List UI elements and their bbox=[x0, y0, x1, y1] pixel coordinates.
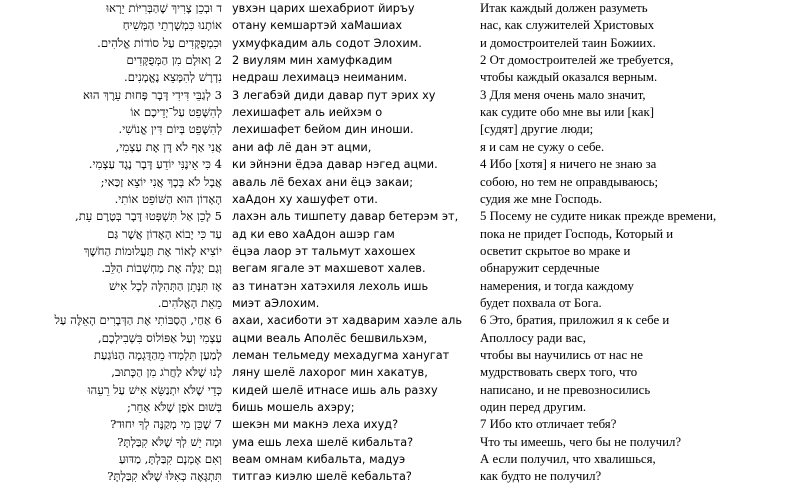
transliteration-line: лахэн аль тишпету давар бетерэм эт, bbox=[232, 210, 459, 224]
transliteration-line: хаАдон ху хашуфет оти. bbox=[232, 192, 378, 206]
transliteration-line: ёцэа лаор эт тальмут хахошех bbox=[232, 244, 416, 258]
hebrew-line: וּכִמְפֻקָּדִים עַל סוֹדוֹת אֱלֹהִים. bbox=[97, 35, 222, 50]
russian-line: Что ты имеешь, чего бы не получил? bbox=[480, 434, 682, 449]
transliteration-line: 3 легабэй диди давар пут эрих ху bbox=[232, 88, 436, 102]
transliteration-line: титгаэ киэлю шелё кебальта? bbox=[232, 470, 412, 484]
hebrew-line: 6 אַחַי, הֶסַבּוֹתִי אֶת הַדְּבָרִים הָאֵלֶּה עַל bbox=[54, 313, 222, 328]
russian-line: и домостроителей таин Божиих. bbox=[480, 35, 656, 50]
hebrew-line: וְגַם יְגַלֶּה אֶת מַחְשְׁבוֹת הַלֵּב. bbox=[101, 261, 222, 276]
russian-line: нас, как служителей Христовых bbox=[480, 18, 655, 33]
transliteration-line: ацми веаль Аполёс бешвильхэм, bbox=[232, 331, 428, 345]
transliteration-line: недраш лехимацэ неиманим. bbox=[232, 71, 408, 85]
russian-line: [судят] другие люди; bbox=[480, 122, 594, 137]
hebrew-line: בְּשׁוּם אֹפֶן שֶׁלֹּא אַחֵר; bbox=[126, 400, 222, 415]
hebrew-line: וּמָה יֵשׁ לְךָ שֶׁלֹּא קִבַּלְתָּ? bbox=[117, 434, 222, 449]
russian-line: обнаружит сердечные bbox=[480, 261, 600, 276]
hebrew-line: 3 לְגַבֵּי דִּידִי דָּבָר פָּחוּת עֵרֶךְ הוּא bbox=[83, 87, 222, 102]
transliteration-line: ани аф лё дан эт ацми, bbox=[232, 140, 372, 154]
russian-line: пока не придет Господь, Который и bbox=[480, 226, 674, 241]
russian-line: 3 Для меня очень мало значит, bbox=[480, 87, 646, 102]
hebrew-line: נִדְרָשׁ לְהִמָּצֵא נֶאֱמָנִים. bbox=[124, 70, 222, 85]
transliteration-line: кидей шелё итнасе ишь аль разху bbox=[232, 383, 438, 397]
hebrew-line: מֵאֵת הָאֱלֹהִים. bbox=[157, 295, 222, 310]
russian-line: собою, но тем не оправдываюсь; bbox=[480, 174, 659, 189]
hebrew-line: אֲבָל לֹא בְּכָךְ אֲנִי יוֹצֵא זַכַּאי; bbox=[100, 174, 222, 189]
hebrew-line: יוֹצִיא לָאוֹר אֶת תַּעֲלוּמוֹת הַחֹשֶׁךְ bbox=[83, 243, 222, 258]
russian-line: мудрствовать сверх того, что bbox=[480, 365, 638, 380]
russian-line: 5 Посему не судите никак прежде времени, bbox=[480, 209, 717, 224]
transliteration-line: шекэн ми макнэ леха ихуд? bbox=[232, 418, 399, 432]
transliteration-line: веам омнам кибальта, мадуэ bbox=[232, 453, 406, 467]
hebrew-line: 7 שֶׁכֵּן מִי מְקַנֶּה לְךָ יִחוּד? bbox=[110, 417, 222, 432]
hebrew-line: 2 וְאוּלָם מִן הַמְּפֻקָּדִים bbox=[126, 53, 222, 68]
transliteration-line: ума ешь леха шелё кибальта? bbox=[232, 435, 414, 449]
transliteration-line: леман тельмеду мехадугма ханугат bbox=[232, 349, 450, 362]
hebrew-line: לְהִשָּׁפֵט בְּיוֹם דִּין אֱנוֹשִׁי. bbox=[118, 122, 222, 137]
russian-line: я и сам не сужу о себе. bbox=[480, 139, 605, 154]
hebrew-line: לְהִשָּׁפֵט עַל־יְדֵיכֶם אוֹ bbox=[130, 105, 222, 120]
russian-line: 7 Ибо кто отличает тебя? bbox=[480, 417, 617, 432]
russian-line: чтобы вы научились от нас не bbox=[480, 348, 643, 362]
hebrew-line: 5 לָכֵן אַל תִּשְׁפְּטוּ דָּבָר בְּטֶרֶם עֵת, bbox=[75, 209, 222, 224]
hebrew-line: לְמַעַן תִּלְמְדוּ מֵהַדֻּגְמָה הַנּוֹגַעַת bbox=[93, 348, 222, 362]
hebrew-line: 4 כִּי אֵינֶנִּי יוֹדֵעַ דָּבָר נֶגֶד עַצְמִי. bbox=[88, 157, 222, 172]
russian-line: будет похвала от Бога. bbox=[480, 295, 602, 310]
transliteration-line: вегам ягале эт махшевот халев. bbox=[232, 262, 426, 276]
russian-line: один перед другим. bbox=[480, 400, 587, 415]
transliteration-line: лехишафет бейом дин иноши. bbox=[232, 123, 414, 137]
transliteration-line: увхэн царих шехабриот йиръу bbox=[232, 2, 415, 15]
russian-line: намерения, и тогда каждому bbox=[480, 278, 634, 293]
transliteration-line: миэт аЭлохим. bbox=[232, 296, 320, 310]
hebrew-line: כְּדֵי שֶׁלֹּא יִתְנַשֵּׂא אִישׁ עַל רֵעֵהוּ bbox=[87, 382, 222, 397]
hebrew-line: לָנוּ שֶׁלֹּא לַחֲרֹג מִן הַכָּתוּב, bbox=[111, 365, 222, 380]
hebrew-line: תִּתְגָּאֶה כְּאִלּוּ שֶׁלֹּא קִבַּלְתָּ? bbox=[107, 469, 222, 484]
transliteration-line: ахаи, хасиботи эт хадварим хаэле аль bbox=[232, 314, 462, 328]
russian-line: осветит скрытое во мраке и bbox=[480, 243, 631, 258]
russian-line: А если получил, что хвалишься, bbox=[480, 452, 656, 467]
russian-line: судия же мне Господь. bbox=[480, 191, 603, 206]
russian-line: написано, и не превозносились bbox=[480, 382, 651, 397]
transliteration-line: ухмуфкадим аль содот Элохим. bbox=[232, 36, 422, 50]
russian-line: Итак каждый должен разуметь bbox=[480, 1, 648, 15]
transliteration-line: аз тинатэн хатэхиля лехоль ишь bbox=[232, 279, 429, 293]
hebrew-line: ד וּבְכֵן צָרִיךְ שֶׁהַבְּרִיּוֹת יֵרָאוּ bbox=[106, 1, 222, 15]
hebrew-line: עַצְמִי וְעַל אַפּוֹלוֹס בִּשְׁבִילְכֶם, bbox=[98, 330, 222, 345]
transliteration-line: аваль лё бехах ани ёцэ закаи; bbox=[232, 175, 414, 189]
hebrew-line: אֲנִי אַף לֹא דָּן אֶת עַצְמִי, bbox=[115, 139, 222, 154]
russian-line: 4 Ибо [хотя] я ничего не знаю за bbox=[480, 157, 657, 172]
russian-line: 6 Это, братия, приложил я к себе и bbox=[480, 313, 670, 328]
hebrew-line: הָאָדוֹן הוּא הַשּׁוֹפֵט אוֹתִי. bbox=[114, 191, 222, 206]
russian-line: как будто не получил? bbox=[480, 469, 602, 484]
transliteration-line: ки эйнэни ёдэа давар нэгед ацми. bbox=[232, 158, 438, 172]
russian-line: как судите обо мне вы или [как] bbox=[480, 105, 654, 120]
transliteration-line: отану кемшартэй хаМашиах bbox=[232, 19, 403, 33]
transliteration-line: бишь мошель ахэру; bbox=[232, 401, 355, 415]
hebrew-line: וְאִם אָמְנָם קִבַּלְתָּ, מַדּוּעַ bbox=[119, 452, 222, 467]
hebrew-line: אוֹתָנוּ כִּמְשָׁרְתֵי הַמָּשִׁיחַ bbox=[122, 18, 222, 33]
transliteration-line: лехишафет аль иейхэм о bbox=[232, 106, 383, 120]
russian-line: чтобы каждый оказался верным. bbox=[480, 70, 658, 85]
transliteration-line: ляну шелё лахорог мин хакатув, bbox=[232, 366, 428, 380]
transliteration-line: ад ки ево хаАдон ашэр гам bbox=[232, 227, 395, 241]
transliteration-line: 2 виулям мин хамуфкадим bbox=[232, 54, 393, 68]
hebrew-line: אָז תִּנָּתֵן הַתְּהִלָּה לְכָל אִישׁ bbox=[108, 278, 222, 293]
russian-line: 2 От домостроителей же требуется, bbox=[480, 53, 674, 68]
russian-line: Аполлосу ради вас, bbox=[480, 330, 586, 345]
hebrew-line: עַד כִּי יָבוֹא הָאָדוֹן אֲשֶׁר גַּם bbox=[107, 226, 222, 241]
